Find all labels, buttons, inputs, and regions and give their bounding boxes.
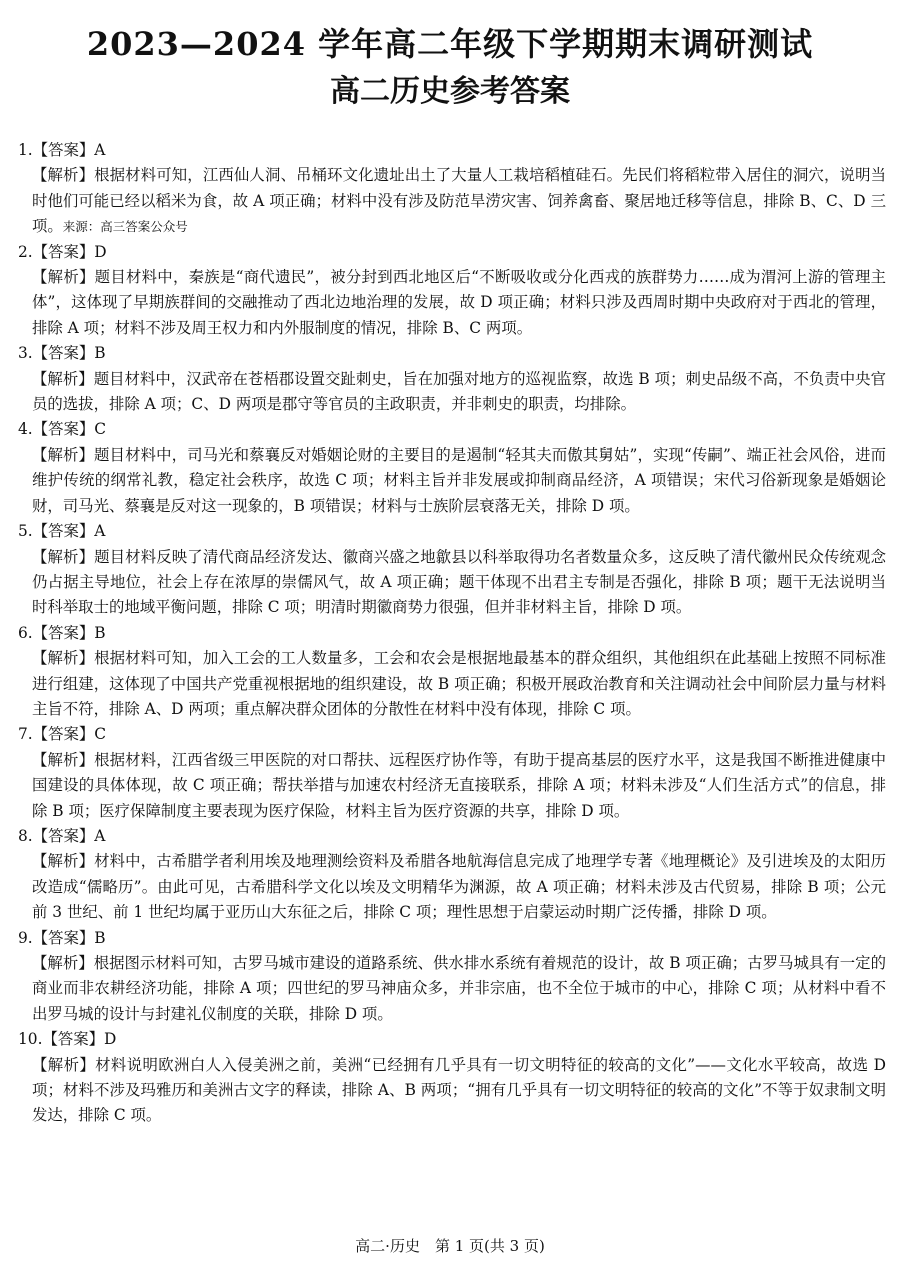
explanation-text: 【解析】材料说明欧洲白人入侵美洲之前，美洲“已经拥有几乎具有一切文明特征的较高的文化”——文化水平较高，故选 D 项；材料不涉及玛雅历和美洲古文字的释读，排除 A、B 两项；“拥有几乎具有一切文明特征的较高的文化”不等于奴隶制文明发达，排除 C 项。	[32, 1055, 886, 1125]
answer-item-1	[18, 138, 886, 240]
page-title: 2023—2024 学年高二年级下学期期末调研测试	[86, 25, 814, 63]
answer-line: 9.【答案】B	[18, 928, 106, 947]
source-note: 来源：高三答案公众号	[62, 219, 188, 235]
explanation-text: 【解析】题目材料中，司马光和蔡襄反对婚姻论财的主要目的是遏制“轻其夫而傲其舅姑”，实现“传嗣”、端正社会风俗，进而维护传统的纲常礼教，稳定社会秩序，故选 C 项；材料主旨并非发展或抑制商品经济，A 项错误；宋代习俗新现象是婚姻论财，司马光、蔡襄是反对这一现象的，B 项错误；材料与士族阶层衰落无关，排除 D 项。	[32, 445, 886, 515]
explanation-text: 【解析】根据材料可知，加入工会的工人数量多，工会和农会是根据地最基本的群众组织，其他组织在此基础上按照不同标准进行组建，这体现了中国共产党重视根据地的组织建设，故 B 项正确；积极开展政治教育和关注调动社会中间阶层力量与材料主旨不符，排除 A、D 两项；重点解决群众团体的分散性在材料中没有体现，排除 C 项。	[32, 649, 886, 718]
answer-item-7	[18, 722, 886, 824]
answer-item-6	[18, 621, 886, 723]
explanation-text: 【解析】材料中，古希腊学者利用埃及地理测绘资料及希腊各地航海信息完成了地理学专著《地理概论》及引进埃及的太阳历改造成“儒略历”。由此可见，古希腊科学文化以埃及文明精华为渊源，故 A 项正确；材料未涉及古代贸易，排除 B 项；公元前 3 世纪、前 1 世纪均属于亚历山大东征之后，排除 C 项；理性思想于启蒙运动时期广泛传播，排除 D 项。	[32, 852, 886, 922]
answer-line: 5.【答案】A	[18, 522, 106, 541]
explanation-body: 【解析】根据材料可知，江西仙人洞、吊桶环文化遗址出土了大量人工栽培稻植硅石。先民们将稻粒带入居住的洞穴，说明当时他们可能已经以稻米为食，故 A 项正确；材料中没有涉及防范旱涝灾害、饲养禽畜、聚居地迁移等信息，排除 B、C、D 三项。	[32, 166, 886, 236]
answer-line: 3.【答案】B	[18, 344, 106, 363]
answer-item-2	[18, 240, 886, 342]
answer-item-9	[18, 926, 886, 1028]
answer-line: 8.【答案】A	[18, 826, 106, 845]
answer-line: 1.【答案】A	[18, 141, 106, 159]
explanation-text: 【解析】题目材料中，秦族是“商代遗民”，被分封到西北地区后“不断吸收或分化西戎的族群势力……成为渭河上游的管理主体”，这体现了早期族群间的交融推动了西北边地治理的发展，故 D 项正确；材料只涉及西周时期中央政府对于西北的管理，排除 A 项；材料不涉及周王权力和内外服制度的情况，排除 B、C 两项。	[32, 268, 886, 337]
answer-list	[18, 138, 886, 1129]
explanation-text: 【解析】根据图示材料可知，古罗马城市建设的道路系统、供水排水系统有着规范的设计，故 B 项正确；古罗马城具有一定的商业而非农耕经济功能，排除 A 项；四世纪的罗马神庙众多，并非宗庙，也不全位于城市的中心，排除 C 项；从材料中看不出罗马城的设计与封建礼仪制度的关联，排除 D 项。	[32, 954, 886, 1023]
explanation-text: 【解析】题目材料反映了清代商品经济发达、徽商兴盛之地歙县以科举取得功名者数量众多，这反映了清代徽州民众传统观念仍占据主导地位，社会上存在浓厚的崇儒风气，故 A 项正确；题干体现不出君主专制是否强化，排除 B 项；题干无法说明当时科举取士的地域平衡问题，排除 C 项；明清时期徽商势力很强，但并非材料主旨，排除 D 项。	[32, 547, 886, 617]
answer-item-5	[18, 519, 886, 621]
answer-item-10	[18, 1027, 886, 1129]
answer-line: 7.【答案】C	[18, 725, 107, 744]
page-footer: 高二·历史 第 1 页(共 3 页)	[355, 1237, 545, 1255]
answer-line: 2.【答案】D	[18, 242, 107, 261]
answer-item-4	[18, 417, 886, 519]
explanation-text: 【解析】根据材料，江西省级三甲医院的对口帮扶、远程医疗协作等，有助于提高基层的医疗水平，这是我国不断推进健康中国建设的具体体现，故 C 项正确；帮扶举措与加速农村经济无直接联系，排除 A 项；材料未涉及“人们生活方式”的信息，排除 B 项；医疗保障制度主要表现为医疗保险，材料主旨为医疗资源的共享，排除 D 项。	[32, 750, 886, 820]
page-subtitle: 高二历史参考答案	[330, 74, 570, 109]
answer-line: 10.【答案】D	[18, 1030, 117, 1049]
answer-item-8	[18, 824, 886, 926]
answer-item-3	[18, 341, 886, 417]
answer-line: 6.【答案】B	[18, 623, 106, 642]
answer-line: 4.【答案】C	[18, 420, 107, 439]
explanation-text: 【解析】题目材料中，汉武帝在苍梧郡设置交趾刺史，旨在加强对地方的巡视监察，故选 B 项；刺史品级不高，不负责中央官员的选拔，排除 A 项；C、D 两项是郡守等官员的主政职责，并非刺史的职责，均排除。	[32, 369, 886, 414]
explanation-text	[32, 163, 886, 239]
